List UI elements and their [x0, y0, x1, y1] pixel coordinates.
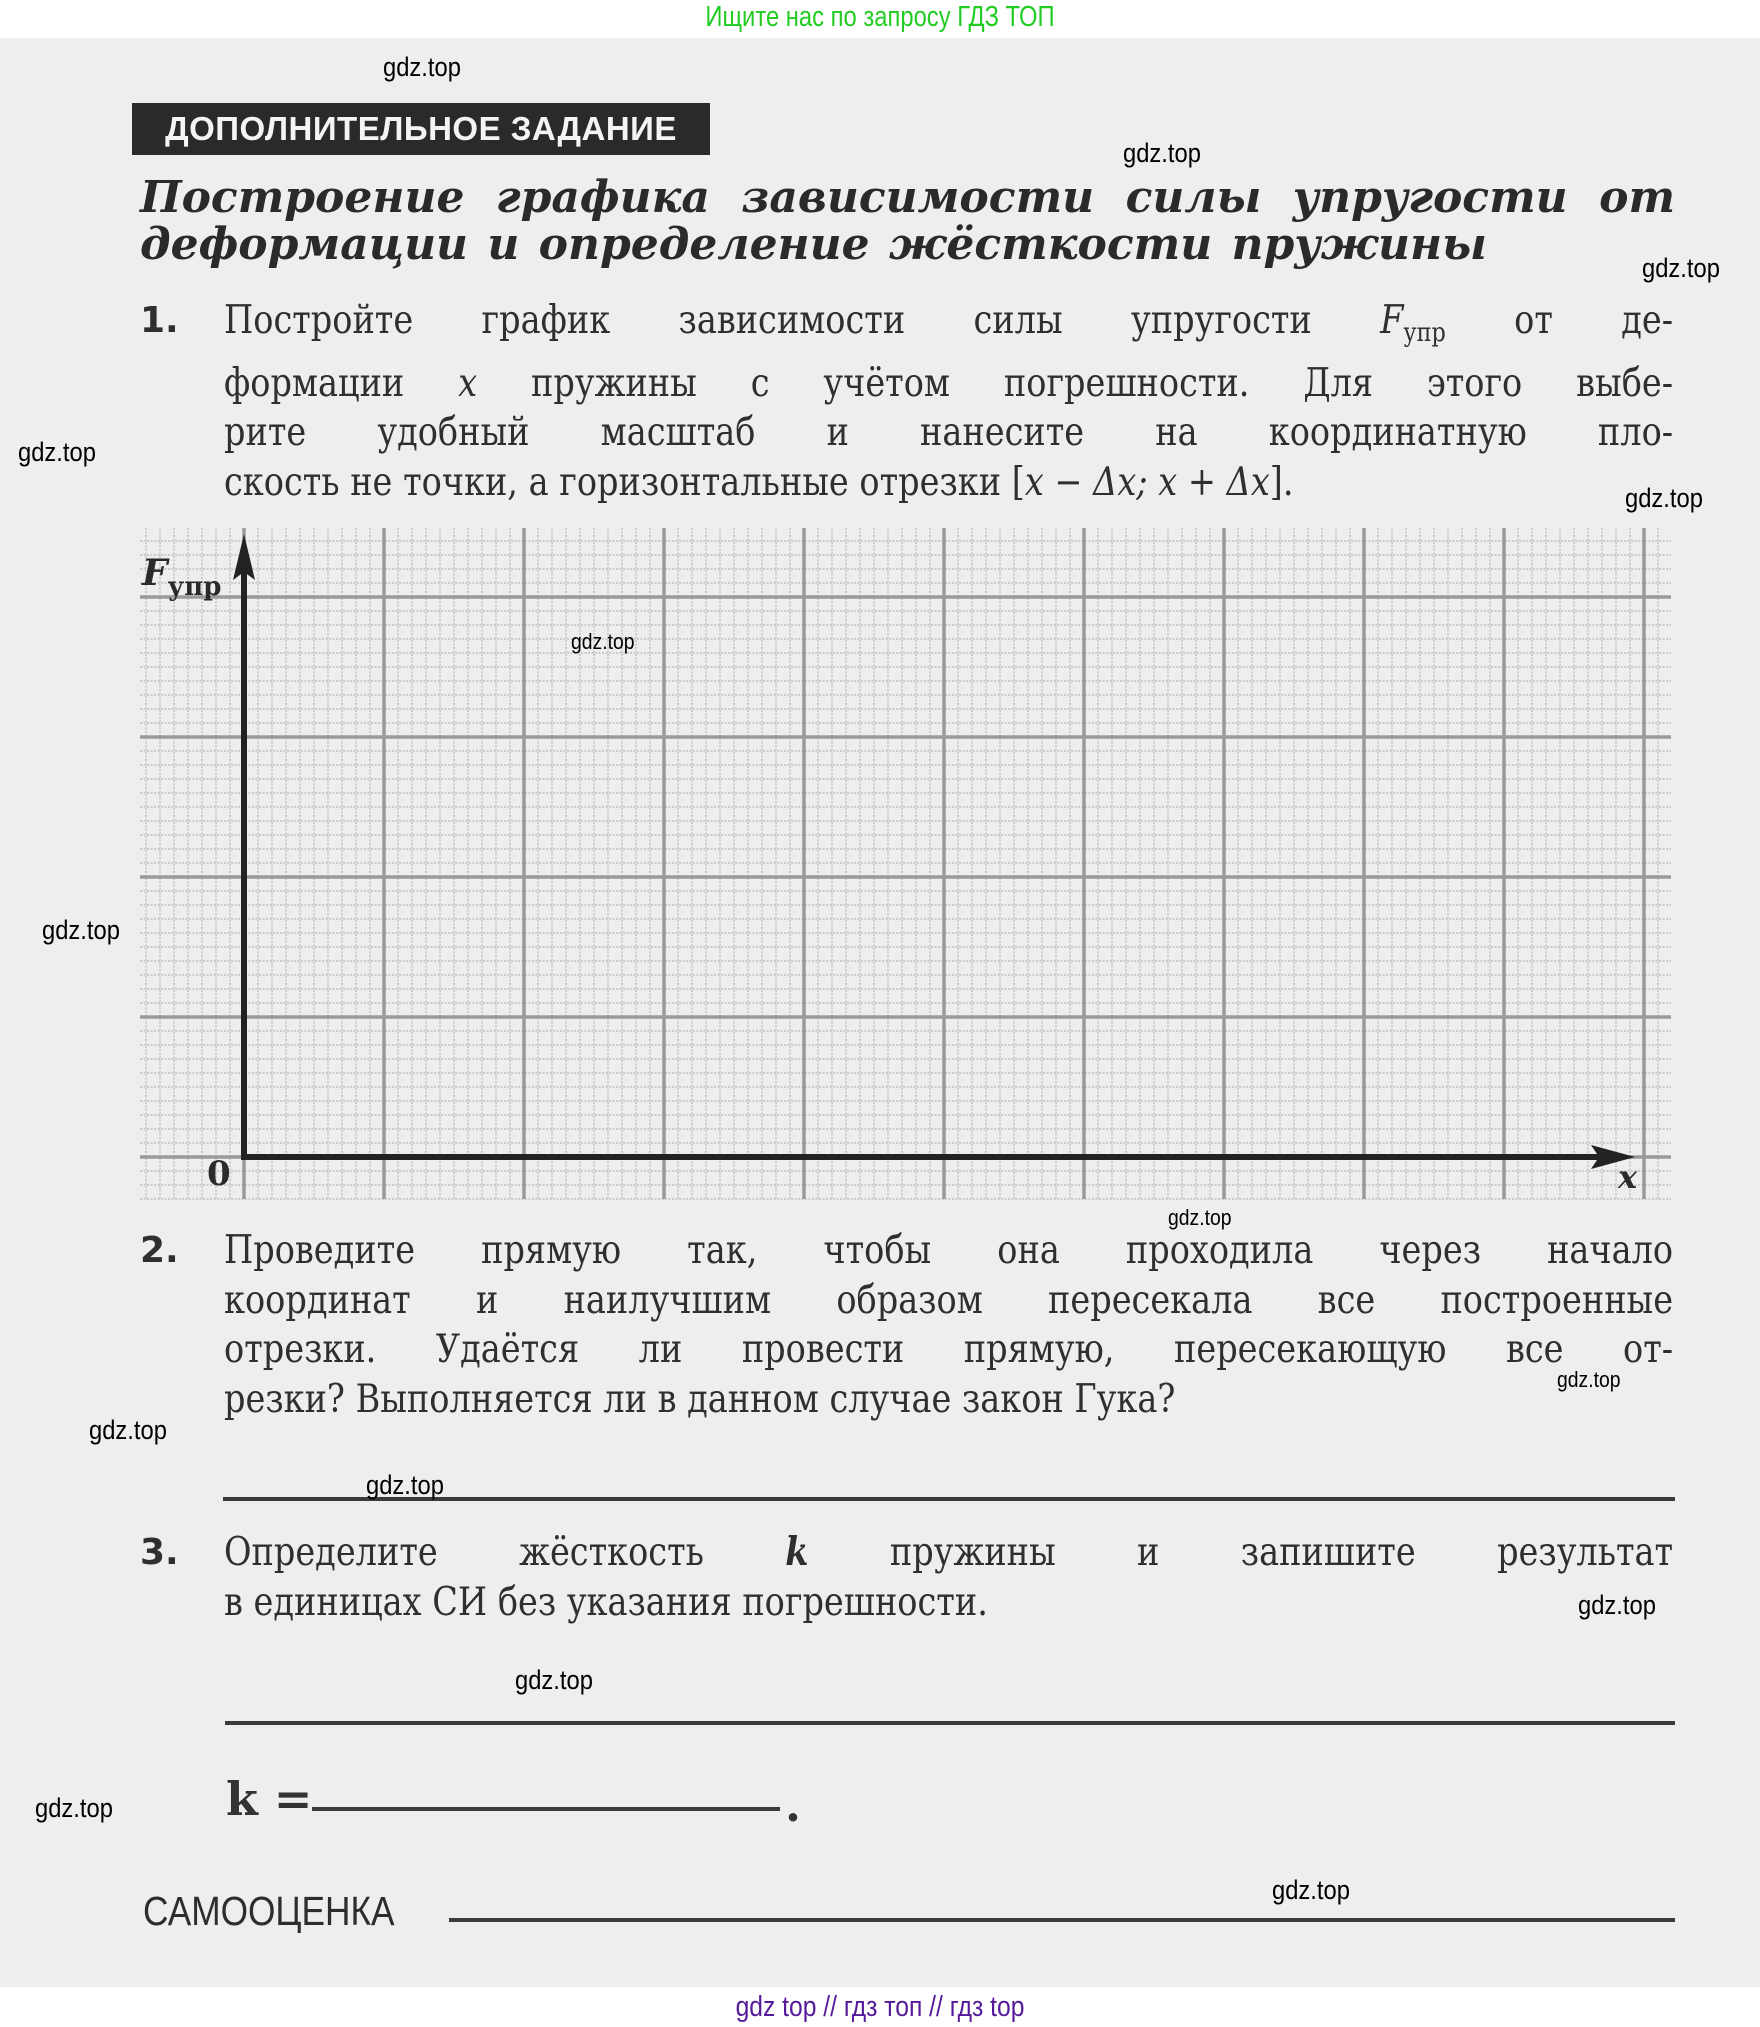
- task-item-3: [140, 1528, 1675, 1627]
- task-text: [224, 1528, 1673, 1627]
- watermark-text: gdz.top: [89, 1415, 167, 1445]
- top-banner: Ищите нас по запросу ГДЗ ТОП: [705, 1, 1055, 33]
- watermark-text: gdz.top: [1168, 1205, 1232, 1230]
- task-line: Определите жёсткость k пружины и запишите результат: [224, 1529, 1674, 1575]
- task-text: [224, 296, 1673, 507]
- task-line: рите удобный масштаб и нанесите на координатную пло-: [224, 410, 1674, 455]
- task-line: скость не точки, а горизонтальные отрезки [x − Δx; x + Δx].: [224, 459, 1294, 505]
- watermark-text: gdz.top: [366, 1470, 444, 1500]
- watermark-text: gdz.top: [18, 437, 96, 467]
- self-evaluation-input-line[interactable]: [449, 1918, 1675, 1922]
- section-badge: ДОПОЛНИТЕЛЬНОЕ ЗАДАНИЕ: [132, 103, 710, 155]
- page-title: [140, 174, 1675, 268]
- watermark-text: gdz.top: [1578, 1590, 1656, 1620]
- task-item-2: [140, 1226, 1675, 1424]
- task-line: резки? Выполняется ли в данном случае закон Гука?: [224, 1376, 1176, 1422]
- watermark-text: gdz.top: [1123, 138, 1201, 168]
- task-number: 2.: [140, 1230, 179, 1271]
- answer-line-item-3[interactable]: [225, 1721, 1675, 1725]
- task-line: отрезки. Удаётся ли провести прямую, пересекающую все от-: [224, 1327, 1674, 1372]
- watermark-text: gdz.top: [1642, 253, 1720, 283]
- task-text: [224, 1226, 1673, 1424]
- watermark-text: gdz.top: [35, 1793, 113, 1823]
- watermark-text: gdz.top: [1557, 1367, 1621, 1392]
- bottom-banner: gdz top // гдз топ // гдз top: [735, 1991, 1025, 2023]
- title-line-1: Построение графика зависимости силы упругости от: [140, 172, 1675, 223]
- self-evaluation-label: САМООЦЕНКА: [143, 1888, 395, 1934]
- stiffness-label: k =: [226, 1772, 313, 1826]
- watermark-text: gdz.top: [515, 1665, 593, 1695]
- y-axis-label: $F_{упр}$: [142, 552, 222, 602]
- task-number: 1.: [140, 300, 179, 341]
- title-line-2: деформации и определение жёсткости пружины: [140, 219, 1487, 270]
- task-line: формации x пружины с учётом погрешности. Для этого выбе-: [224, 360, 1674, 406]
- stiffness-period: .: [785, 1778, 802, 1832]
- task-line: Постройте график зависимости силы упругости $F_{упр}$ от де-: [224, 298, 1674, 348]
- watermark-text: gdz.top: [1272, 1875, 1350, 1905]
- watermark-text: gdz.top: [383, 52, 461, 82]
- task-line: координат и наилучшим образом пересекала все построенные: [224, 1277, 1674, 1323]
- watermark-text: gdz.top: [1625, 483, 1703, 513]
- task-number: 3.: [140, 1532, 179, 1573]
- task-item-1: [140, 296, 1675, 507]
- task-line: Проведите прямую так, чтобы она проходила через начало: [224, 1228, 1674, 1273]
- origin-label: 0: [207, 1154, 231, 1194]
- task-line: в единицах СИ без указания погрешности.: [224, 1579, 988, 1625]
- x-axis-label: x: [1618, 1158, 1638, 1196]
- watermark-text: gdz.top: [42, 915, 120, 945]
- watermark-text: gdz.top: [571, 629, 635, 654]
- stiffness-input-line[interactable]: [312, 1807, 780, 1811]
